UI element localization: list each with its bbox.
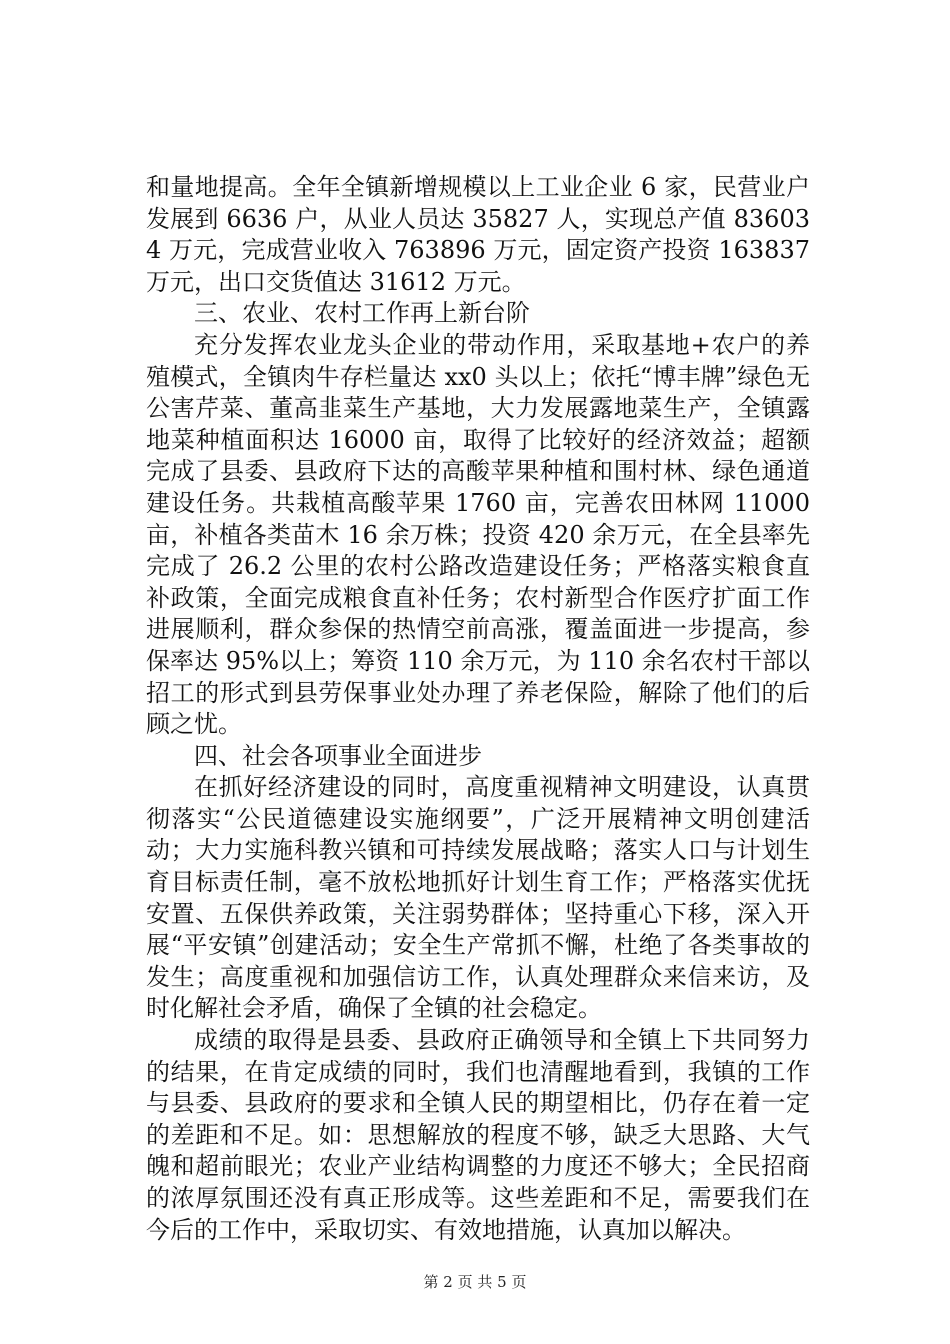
- paragraph-summary: 成绩的取得是县委、县政府正确领导和全镇上下共同努力的结果，在肯定成绩的同时，我们也清醒地看到，我镇的工作与县委、县政府的要求和全镇人民的期望相比，仍存在着一定的差距和不足。如：思想解放的程度不够，缺乏大思路、大气魄和超前眼光；农业产业结构调整的力度还不够大；全民招商的浓厚氛围还没有真正形成等。这些差距和不足，需要我们在今后的工作中，采取切实、有效地措施，认真加以解决。: [146, 1026, 810, 1244]
- section-heading-agriculture: 三、农业、农村工作再上新台阶: [194, 299, 530, 328]
- document-body: [146, 172, 810, 1246]
- page-number-footer: 第 2 页 共 5 页: [423, 1273, 527, 1291]
- paragraph-industry-stats: 和量地提高。全年全镇新增规模以上工业企业 6 家，民营业户发展到 6636 户，从业人员达 35827 人，实现总产值 836034 万元，完成营业收入 763896 万元，固定资产投资 163837 万元，出口交货值达 31612 万元。: [146, 173, 810, 296]
- paragraph-agriculture: 充分发挥农业龙头企业的带动作用，采取基地+农户的养殖模式，全镇肉牛存栏量达 xx0 头以上；依托“博丰牌”绿色无公害芹菜、董高韭菜生产基地，大力发展露地菜生产，全镇露地菜种植面积达 16000 亩，取得了比较好的经济效益；超额完成了县委、县政府下达的高酸苹果种植和围村林、绿色通道建设任务。共栽植高酸苹果 1760 亩，完善农田林网 11000 亩，补植各类苗木 16 余万株；投资 420 余万元，在全县率先完成了 26.2 公里的农村公路改造建设任务；严格落实粮食直补政策，全面完成粮食直补任务；农村新型合作医疗扩面工作进展顺利，群众参保的热情空前高涨，覆盖面进一步提高，参保率达 95%以上；筹资 110 余万元，为 110 余名农村干部以招工的形式到县劳保事业处办理了养老保险，解除了他们的后顾之忧。: [146, 330, 810, 739]
- section-heading-social: 四、社会各项事业全面进步: [194, 741, 482, 770]
- paragraph-social: 在抓好经济建设的同时，高度重视精神文明建设，认真贯彻落实“公民道德建设实施纲要”，广泛开展精神文明创建活动；大力实施科教兴镇和可持续发展战略；落实人口与计划生育目标责任制，毫不放松地抓好计划生育工作；严格落实优抚安置、五保供养政策，关注弱势群体；坚持重心下移，深入开展“平安镇”创建活动；安全生产常抓不懈，杜绝了各类事故的发生；高度重视和加强信访工作，认真处理群众来信来访，及时化解社会矛盾，确保了全镇的社会稳定。: [146, 773, 810, 1023]
